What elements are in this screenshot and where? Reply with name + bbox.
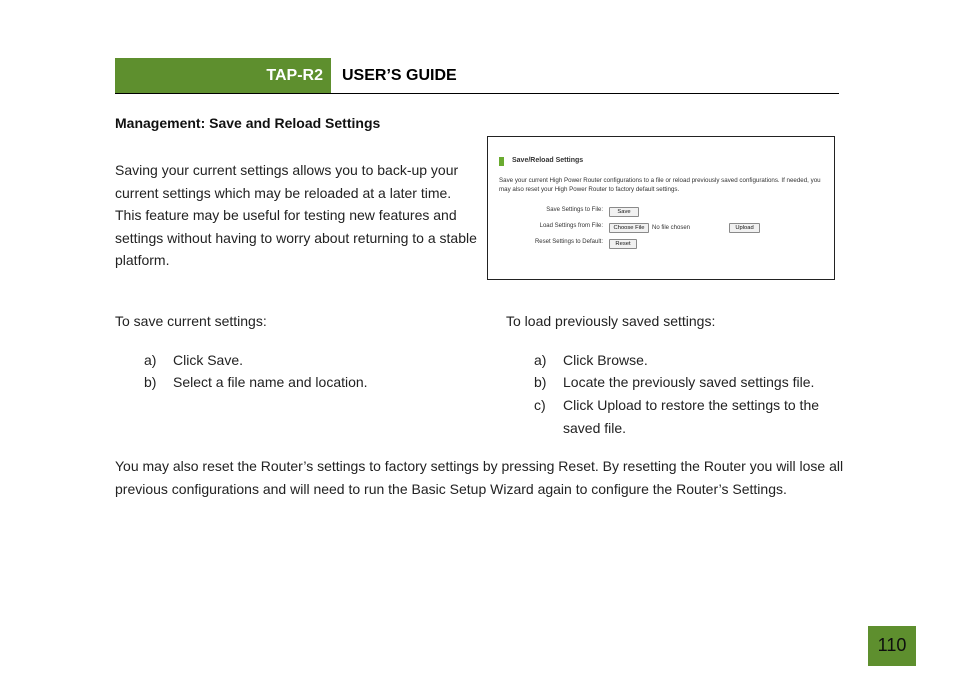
intro-paragraph: Saving your current settings allows you to back-up your current settings which may be reloaded at a later time. This feature may be useful for testing new features and settings without having to worry about returning to a stable platform. [115,162,477,269]
list-letter: c) [534,397,546,413]
save-step-item [144,371,474,394]
list-text: Click Browse. [563,352,648,368]
product-name: TAP-R2 [266,67,323,84]
upload-button[interactable]: Upload [729,223,760,233]
panel-description: Save your current High Power Router configurations to a file or reload previously saved configurations. If needed, you may also reset your High Power Router to factory default settings. [499,177,821,193]
page-number: 110 [868,626,916,666]
guide-title: USER’S GUIDE [342,67,457,84]
section-heading: Management: Save and Reload Settings [115,115,381,131]
load-step-item [534,349,844,372]
list-text: Locate the previously saved settings file. [563,374,815,390]
save-button[interactable]: Save [609,207,639,217]
list-text: Click Save. [173,352,244,368]
list-letter: a) [144,352,157,368]
reset-button[interactable]: Reset [609,239,637,249]
load-step-item [534,371,844,394]
reset-settings-label: Reset Settings to Default: [534,239,603,245]
panel-title: Save/Reload Settings [512,157,584,164]
load-step-item [534,394,844,439]
list-letter: b) [144,374,157,390]
reset-note-paragraph: You may also reset the Router’s settings to factory settings by pressing Reset. By resetting the Router you will lose all previous configurations and will need to run the Basic Setup Wizard again to configure the Router’s Settings. [115,458,844,497]
choose-file-button[interactable]: Choose File [609,223,649,233]
no-file-chosen-text: No file chosen [652,225,691,231]
save-steps-heading: To save current settings: [115,313,267,329]
panel-title-marker [499,157,504,166]
list-letter: b) [534,374,547,390]
save-step-item [144,349,474,372]
load-steps-heading: To load previously saved settings: [506,313,716,329]
list-text: Select a file name and location. [173,374,368,390]
save-reload-screenshot [487,136,835,280]
list-text: Click Upload to restore the settings to the saved file. [563,397,820,436]
header-divider [115,93,839,94]
list-letter: a) [534,352,547,368]
load-settings-label: Load Settings from File: [539,223,603,229]
save-settings-label: Save Settings to File: [546,207,603,213]
